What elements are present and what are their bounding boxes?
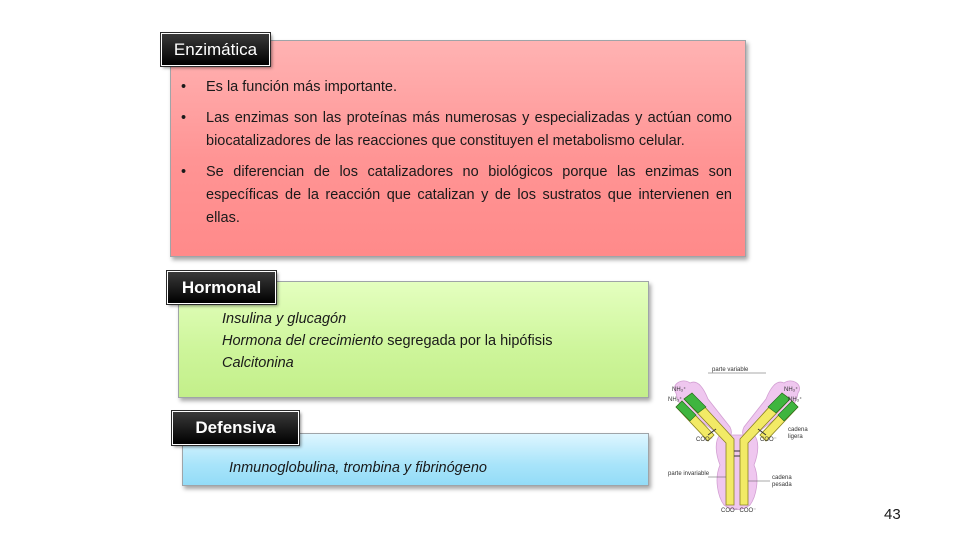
label-nh3-left-b: NH₃⁺ (668, 397, 683, 403)
bullet-icon: • (181, 164, 187, 180)
defensiva-text: Inmunoglobulina, trombina y fibrinógeno (229, 460, 487, 476)
list-item (176, 76, 732, 99)
bullet-text: Es la función más importante. (206, 79, 398, 95)
hormonal-line-1: Insulina y glucagón (222, 311, 347, 327)
label-cadena-ligera-1: cadena (788, 427, 808, 433)
defensiva-tag: Defensiva (172, 411, 299, 445)
enzimatica-tag: Enzimática (161, 33, 270, 66)
label-parte-invariable: parte invariable (668, 471, 710, 477)
label-parte-variable: parte variable (712, 367, 749, 373)
hormonal-line-2 (222, 330, 552, 352)
label-nh3-left-a: NH₃⁺ (672, 387, 687, 393)
label-nh3-right-a: NH₃⁺ (784, 387, 799, 393)
label-nh3-right-b: NH₃⁺ (788, 397, 803, 403)
antibody-diagram (668, 355, 823, 515)
label-coo-right: COO⁻ (760, 437, 777, 443)
enzimatica-bullet-list (176, 76, 732, 238)
label-coo-left: COO⁻ (696, 437, 713, 443)
label-cadena-ligera-2: ligera (788, 434, 803, 440)
label-cadena-pesada-2: pesada (772, 482, 792, 488)
bullet-icon: • (181, 110, 187, 126)
hormonal-line-2-rest: segregada por la hipófisis (383, 333, 553, 349)
bullet-text: Las enzimas son las proteínas más numerosas y especializadas y actúan como biocatalizadores de las reacciones que constituyen el metabolismo celular. (206, 110, 732, 149)
antibody-stem-blob (716, 435, 758, 510)
bullet-text: Se diferencian de los catalizadores no biológicos porque las enzimas son específicas de la reacción que catalizan y de los sustratos que intervienen en ellas. (206, 164, 732, 226)
hormonal-text (222, 308, 552, 374)
label-coo-bottom: COO⁻ COO⁻ (721, 508, 757, 514)
hormonal-line-3: Calcitonina (222, 355, 294, 371)
hormonal-tag: Hormonal (167, 271, 276, 304)
bullet-icon: • (181, 79, 187, 95)
label-cadena-pesada-1: cadena (772, 475, 792, 481)
list-item (176, 161, 732, 230)
list-item (176, 107, 732, 153)
page-number: 43 (884, 506, 901, 523)
hormonal-line-2-italic: Hormona del crecimiento (222, 333, 384, 349)
